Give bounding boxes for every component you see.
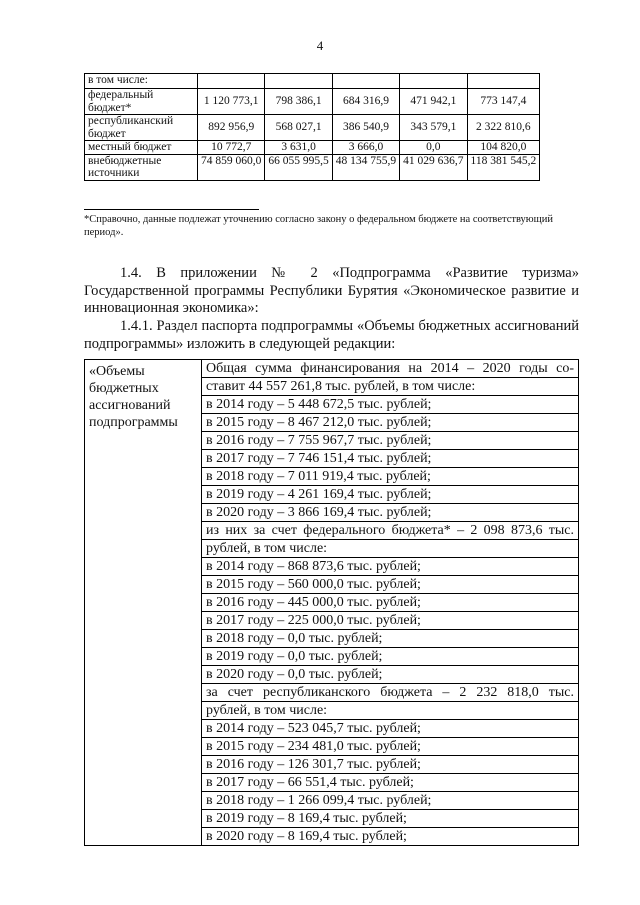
- passport-line: в 2017 году – 7 746 151,4 тыс. рублей;: [202, 450, 578, 468]
- table-cell: 41 029 636,7: [400, 154, 467, 180]
- row-label: республиканский бюджет: [85, 115, 198, 141]
- passport-line: в 2020 году – 3 866 169,4 тыс. рублей;: [202, 504, 578, 522]
- row-label: федеральный бюджет*: [85, 89, 198, 115]
- table-cell: 3 631,0: [265, 141, 332, 155]
- table-cell: 798 386,1: [265, 89, 332, 115]
- table-cell: 10 772,7: [198, 141, 265, 155]
- paragraph-1-4-1: 1.4.1. Раздел паспорта подпрограммы «Объемы бюджетных ассигнований подпрограммы» изложить в следующей редакции:: [84, 318, 579, 352]
- passport-line: в 2016 году – 126 301,7 тыс. рублей;: [202, 756, 578, 774]
- table-cell: 0,0: [400, 141, 467, 155]
- page-number: 4: [316, 38, 324, 53]
- table-row: [85, 154, 540, 180]
- passport-line: Общая сумма финансирования на 2014 – 2020 годы со-: [202, 360, 578, 378]
- passport-line: ставит 44 557 261,8 тыс. рублей, в том числе:: [202, 378, 578, 396]
- passport-line: в 2020 году – 8 169,4 тыс. рублей;: [206, 829, 407, 844]
- passport-line: в 2018 году – 0,0 тыс. рублей;: [202, 630, 578, 648]
- passport-line: в 2019 году – 4 261 169,4 тыс. рублей;: [202, 486, 578, 504]
- table-cell: 1 120 773,1: [198, 89, 265, 115]
- table-cell: [265, 74, 332, 89]
- passport-line: в 2016 году – 7 755 967,7 тыс. рублей;: [202, 432, 578, 450]
- table-cell: 892 956,9: [198, 115, 265, 141]
- passport-line: за счет республиканского бюджета – 2 232 818,0 тыс.: [202, 684, 578, 702]
- table-cell: 386 540,9: [332, 115, 399, 141]
- row-label: внебюджетные источники: [85, 154, 198, 180]
- table-cell: 48 134 755,9: [332, 154, 399, 180]
- passport-line: в 2017 году – 66 551,4 тыс. рублей;: [202, 774, 578, 792]
- table-cell: 2 322 810,6: [467, 115, 540, 141]
- passport-line: в 2014 году – 523 045,7 тыс. рублей;: [202, 720, 578, 738]
- table-cell: 568 027,1: [265, 115, 332, 141]
- passport-row: [85, 360, 579, 846]
- table-cell: [400, 74, 467, 89]
- passport-line: в 2014 году – 5 448 672,5 тыс. рублей;: [202, 396, 578, 414]
- table-row: [85, 89, 540, 115]
- table-row: [85, 74, 540, 89]
- passport-line: в 2015 году – 234 481,0 тыс. рублей;: [202, 738, 578, 756]
- paragraph-1-4: 1.4. В приложении № 2 «Подпрограмма «Развитие туризма» Государственной программы Республики Бурятия «Экономическое развитие и инновационная экономика»:: [84, 265, 579, 316]
- passport-line: в 2019 году – 8 169,4 тыс. рублей;: [202, 810, 578, 828]
- passport-line: в 2018 году – 7 011 919,4 тыс. рублей;: [202, 468, 578, 486]
- table-cell: [332, 74, 399, 89]
- table-cell: 773 147,4: [467, 89, 540, 115]
- table-cell: 66 055 995,5: [265, 154, 332, 180]
- table-cell: [467, 74, 540, 89]
- passport-line: в 2016 году – 445 000,0 тыс. рублей;: [202, 594, 578, 612]
- passport-line: рублей, в том числе:: [202, 540, 578, 558]
- table-cell: 471 942,1: [400, 89, 467, 115]
- passport-line: из них за счет федерального бюджета* – 2 098 873,6 тыс.: [202, 522, 578, 540]
- table-cell: 74 859 060,0: [198, 154, 265, 180]
- passport-line: рублей, в том числе:: [202, 702, 578, 720]
- row-label: в том числе:: [85, 74, 198, 89]
- passport-content: [202, 360, 579, 846]
- passport-line: в 2017 году – 225 000,0 тыс. рублей;: [202, 612, 578, 630]
- table-cell: [198, 74, 265, 89]
- passport-section-label: «Объемы бюджетных ассигнований подпрограммы: [85, 360, 202, 846]
- passport-line: в 2014 году – 868 873,6 тыс. рублей;: [202, 558, 578, 576]
- financing-table: [84, 73, 540, 181]
- passport-line: в 2015 году – 8 467 212,0 тыс. рублей;: [202, 414, 578, 432]
- passport-line: в 2019 году – 0,0 тыс. рублей;: [202, 648, 578, 666]
- passport-line: в 2015 году – 560 000,0 тыс. рублей;: [202, 576, 578, 594]
- table-cell: 118 381 545,2: [467, 154, 540, 180]
- table-cell: 343 579,1: [400, 115, 467, 141]
- passport-table: [84, 359, 579, 846]
- table-row: [85, 115, 540, 141]
- passport-line: в 2020 году – 0,0 тыс. рублей;: [202, 666, 578, 684]
- table-cell: 684 316,9: [332, 89, 399, 115]
- footnote-divider: [84, 209, 259, 210]
- table-cell: 3 666,0: [332, 141, 399, 155]
- footnote: *Справочно, данные подлежат уточнению согласно закону о федеральном бюджете на соответствующий период».: [84, 214, 553, 238]
- table-cell: 104 820,0: [467, 141, 540, 155]
- passport-line: в 2018 году – 1 266 099,4 тыс. рублей;: [202, 792, 578, 810]
- row-label: местный бюджет: [85, 141, 198, 155]
- table-row: [85, 141, 540, 155]
